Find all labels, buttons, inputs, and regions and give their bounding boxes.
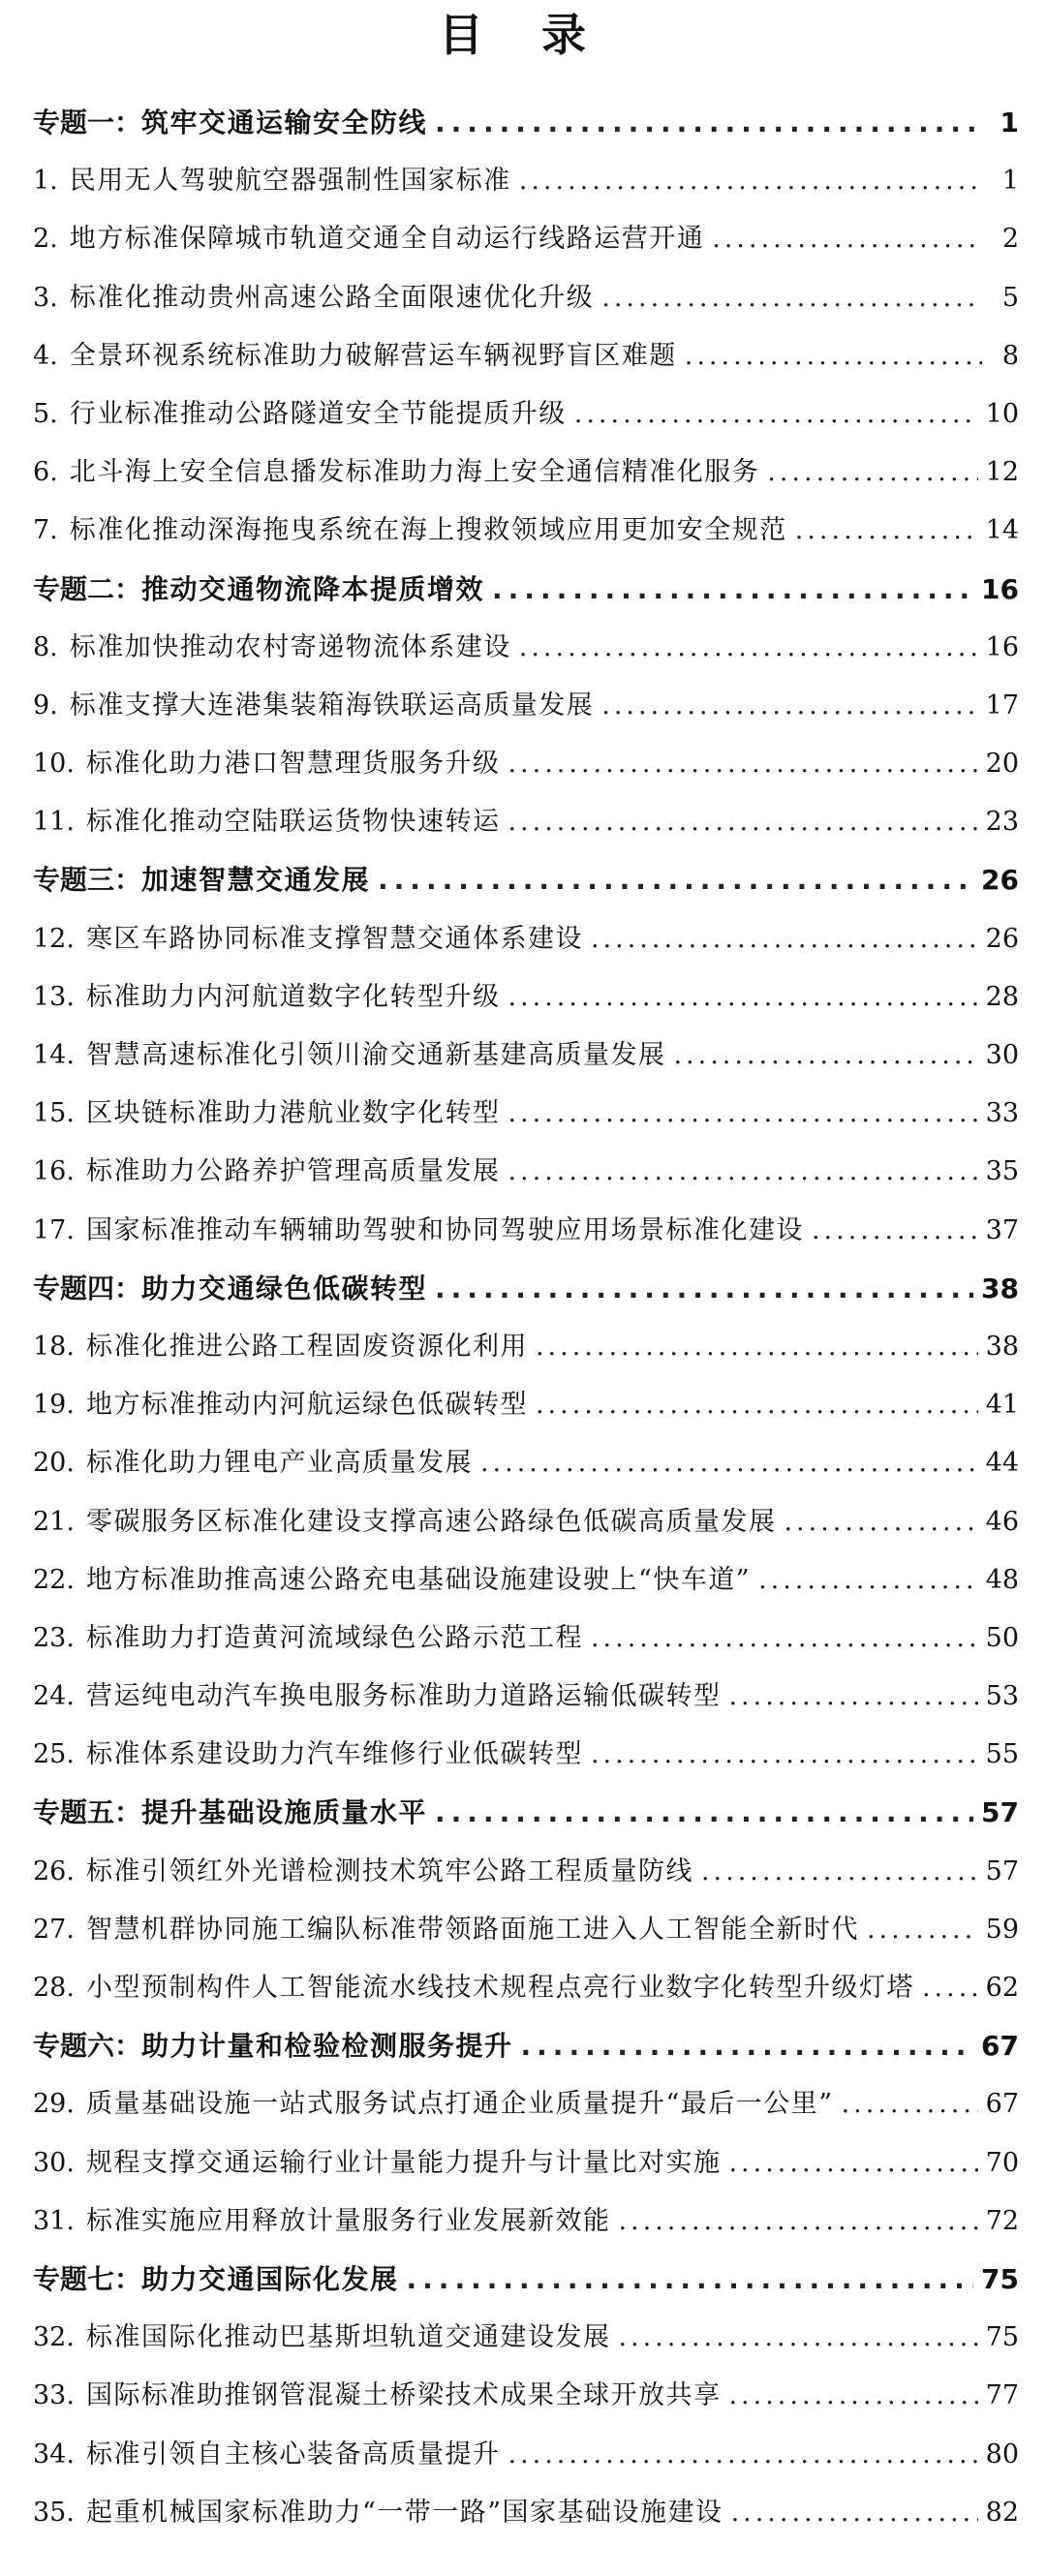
page-number: 53: [985, 1681, 1019, 1712]
entry-number: 35.: [33, 2497, 75, 2528]
toc-section-heading[interactable]: [33, 1260, 1019, 1318]
dot-leader: [601, 269, 982, 327]
dot-leader: [521, 2017, 974, 2075]
entry-title: 智慧高速标准化引领川渝交通新基建高质量发展: [85, 1040, 666, 1070]
dot-leader: [758, 1551, 978, 1610]
entry-number: 28.: [33, 1973, 75, 2003]
dot-leader: [712, 210, 982, 268]
page-number: 20: [985, 749, 1019, 780]
entry-title: 标准助力公路养护管理高质量发展: [85, 1156, 501, 1187]
toc-entry[interactable]: [33, 502, 1019, 560]
entry-title: 起重机械国家标准助力“一带一路”国家基础设施建设: [85, 2497, 723, 2528]
dot-leader: [519, 619, 978, 677]
dot-leader: [601, 677, 977, 735]
entry-number: 9.: [33, 690, 58, 721]
page-number: 2: [1001, 224, 1019, 255]
entry-title: 北斗海上安全信息播发标准助力海上安全通信精准化服务: [69, 457, 760, 488]
entry-title: 标准化推动深海拖曳系统在海上搜救领域应用更加安全规范: [69, 515, 787, 546]
dot-leader: [508, 1085, 977, 1143]
page-number: 8: [1001, 340, 1019, 371]
dot-leader: [812, 1202, 978, 1260]
page-number: 1: [1000, 107, 1019, 138]
page-number: 26: [985, 923, 1019, 954]
dot-leader: [784, 1493, 977, 1551]
dot-leader: [536, 1376, 978, 1434]
dot-leader: [767, 444, 977, 502]
entry-number: 19.: [33, 1390, 75, 1421]
entry-title: 标准化助力锂电产业高质量发展: [85, 1448, 473, 1479]
dot-leader: [728, 2367, 977, 2425]
toc-entry[interactable]: [33, 1143, 1019, 1201]
section-title: 助力计量和检验检测服务提升: [141, 2030, 513, 2063]
dot-leader: [407, 2251, 974, 2309]
dot-leader: [673, 1027, 977, 1085]
toc-entry[interactable]: [33, 210, 1019, 268]
entry-number: 18.: [33, 1331, 75, 1362]
entry-title: 智慧机群协同施工编队标准带领路面施工进入人工智能全新时代: [85, 1914, 859, 1945]
dot-leader: [922, 1959, 978, 2017]
page-number: 38: [985, 1331, 1019, 1362]
dot-leader: [728, 2134, 977, 2193]
entry-number: 6.: [33, 457, 58, 488]
entry-title: 零碳服务区标准化建设支撑高速公路绿色低碳高质量发展: [85, 1506, 777, 1537]
section-title: 提升基础设施质量水平: [141, 1796, 428, 1829]
entry-number: 3.: [33, 282, 58, 313]
toc-entry[interactable]: [33, 2075, 1019, 2133]
page-number: 26: [981, 864, 1019, 897]
dot-leader: [574, 385, 978, 444]
toc-entry[interactable]: [33, 1610, 1019, 1668]
entry-title: 地方标准助推高速公路充电基础设施建设驶上“快车道”: [85, 1564, 752, 1595]
page-number: 14: [985, 515, 1019, 546]
section-title: 助力交通国际化发展: [141, 2262, 399, 2295]
section-label: 专题一：: [33, 107, 142, 138]
entry-number: 26.: [33, 1855, 75, 1886]
toc-entry[interactable]: [33, 2426, 1019, 2484]
page-number: 55: [985, 1739, 1019, 1770]
toc-list: [33, 94, 1019, 2542]
toc-entry[interactable]: [33, 1376, 1019, 1434]
toc-entry[interactable]: [33, 793, 1019, 851]
toc-entry[interactable]: [33, 677, 1019, 735]
section-title: 筑牢交通运输安全防线: [141, 107, 428, 138]
dot-leader: [435, 1784, 973, 1842]
section-label: 专题三：: [33, 864, 142, 897]
page-number: 72: [985, 2205, 1019, 2236]
entry-title: 标准加快推动农村寄递物流体系建设: [69, 631, 511, 662]
entry-number: 17.: [33, 1214, 75, 1245]
page-number: 10: [985, 398, 1019, 429]
page-number: 70: [985, 2147, 1019, 2178]
dot-leader: [731, 2484, 978, 2542]
entry-title: 地方标准推动内河航运绿色低碳转型: [85, 1390, 528, 1421]
entry-number: 7.: [33, 515, 58, 546]
entry-title: 标准助力打造黄河流域绿色公路示范工程: [85, 1622, 583, 1653]
entry-title: 全景环视系统标准助力破解营运车辆视野盲区难题: [69, 340, 677, 371]
entry-title: 标准实施应用释放计量服务行业发展新效能: [85, 2205, 611, 2236]
entry-number: 21.: [33, 1506, 75, 1537]
page-number: 28: [985, 981, 1019, 1012]
toc-entry[interactable]: [33, 1843, 1019, 1901]
toc-entry[interactable]: [33, 2193, 1019, 2251]
section-label: 专题五：: [33, 1796, 142, 1829]
entry-number: 25.: [33, 1739, 75, 1770]
entry-number: 27.: [33, 1914, 75, 1945]
entry-number: 30.: [33, 2147, 75, 2178]
toc-section-heading[interactable]: [33, 851, 1019, 909]
entry-number: 20.: [33, 1448, 75, 1479]
section-label: 专题七：: [33, 2262, 142, 2295]
entry-title: 标准助力内河航道数字化转型升级: [85, 981, 501, 1012]
dot-leader: [435, 1260, 973, 1318]
entry-number: 14.: [33, 1040, 75, 1070]
toc-entry[interactable]: [33, 619, 1019, 677]
entry-number: 8.: [33, 631, 58, 662]
page-number: 16: [981, 572, 1019, 605]
page-number: 38: [981, 1272, 1019, 1304]
toc-section-heading[interactable]: [33, 561, 1019, 619]
toc-entry[interactable]: [33, 1668, 1019, 1726]
entry-title: 标准体系建设助力汽车维修行业低碳转型: [85, 1739, 583, 1770]
dot-leader: [842, 2075, 978, 2133]
page-number: 75: [985, 2322, 1019, 2353]
entry-number: 24.: [33, 1681, 75, 1712]
section-label: 专题四：: [33, 1272, 142, 1304]
entry-title: 标准支撑大连港集装箱海铁联运高质量发展: [69, 690, 595, 721]
page-number: 67: [985, 2089, 1019, 2120]
page-number: 1: [1001, 166, 1019, 197]
page-number: 59: [985, 1914, 1019, 1945]
page-number: 57: [981, 1796, 1019, 1829]
entry-number: 31.: [33, 2205, 75, 2236]
dot-leader: [867, 1901, 978, 1959]
page-number: 80: [985, 2438, 1019, 2469]
toc-section-heading[interactable]: [33, 1784, 1019, 1842]
entry-number: 23.: [33, 1622, 75, 1653]
toc-entry[interactable]: [33, 1726, 1019, 1784]
section-label: 专题六：: [33, 2030, 142, 2063]
dot-leader: [618, 2193, 977, 2251]
dot-leader: [591, 1610, 978, 1668]
dot-leader: [701, 1843, 978, 1901]
entry-number: 15.: [33, 1098, 75, 1129]
entry-number: 33.: [33, 2380, 75, 2411]
entry-number: 10.: [33, 749, 75, 780]
toc-entry[interactable]: [33, 968, 1019, 1027]
dot-leader: [591, 1726, 978, 1784]
page-number: 17: [985, 690, 1019, 721]
toc-entry[interactable]: [33, 1901, 1019, 1959]
toc-entry[interactable]: [33, 2134, 1019, 2193]
toc-entry[interactable]: [33, 152, 1019, 210]
dot-leader: [508, 2426, 977, 2484]
entry-title: 标准化助力港口智慧理货服务升级: [85, 749, 501, 780]
entry-title: 标准国际化推动巴基斯坦轨道交通建设发展: [85, 2322, 611, 2353]
toc-entry[interactable]: [33, 1318, 1019, 1376]
page-number: 50: [985, 1622, 1019, 1653]
page-number: 5: [1001, 282, 1019, 313]
entry-title: 区块链标准助力港航业数字化转型: [85, 1098, 501, 1129]
section-title: 推动交通物流降本提质增效: [141, 572, 485, 605]
dot-leader: [435, 94, 982, 152]
toc-entry[interactable]: [33, 2367, 1019, 2425]
dot-leader: [480, 1434, 978, 1492]
toc-entry[interactable]: [33, 1027, 1019, 1085]
dot-leader: [508, 968, 977, 1027]
toc-section-heading[interactable]: [33, 2251, 1019, 2309]
toc-entry[interactable]: [33, 1434, 1019, 1492]
dot-leader: [685, 327, 982, 385]
page-number: 67: [981, 2030, 1019, 2063]
page-number: 37: [985, 1214, 1019, 1245]
toc-entry[interactable]: [33, 444, 1019, 502]
entry-number: 2.: [33, 224, 58, 255]
page-number: 33: [985, 1098, 1019, 1129]
dot-leader: [519, 152, 982, 210]
toc-entry[interactable]: [33, 327, 1019, 385]
entry-number: 4.: [33, 340, 58, 371]
page-number: 30: [985, 1040, 1019, 1070]
page-number: 12: [985, 457, 1019, 488]
page-number: 75: [981, 2262, 1019, 2295]
toc-section-heading[interactable]: [33, 94, 1019, 152]
page-number: 77: [985, 2380, 1019, 2411]
entry-title: 标准化推动贵州高速公路全面限速优化升级: [69, 282, 595, 313]
entry-title: 质量基础设施一站式服务试点打通企业质量提升“最后一公里”: [85, 2089, 834, 2120]
dot-leader: [618, 2309, 977, 2367]
entry-title: 标准引领红外光谱检测技术筑牢公路工程质量防线: [85, 1855, 693, 1886]
entry-title: 国家标准推动车辆辅助驾驶和协同驾驶应用场景标准化建设: [85, 1214, 804, 1245]
dot-leader: [591, 910, 978, 968]
page-number: 82: [985, 2497, 1019, 2528]
section-title: 助力交通绿色低碳转型: [141, 1272, 428, 1304]
entry-number: 32.: [33, 2322, 75, 2353]
entry-title: 标准化推进公路工程固废资源化利用: [85, 1331, 528, 1362]
entry-number: 22.: [33, 1564, 75, 1595]
entry-title: 规程支撑交通运输行业计量能力提升与计量比对实施: [85, 2147, 722, 2178]
page-number: 16: [985, 631, 1019, 662]
entry-title: 地方标准保障城市轨道交通全自动运行线路运营开通: [69, 224, 705, 255]
dot-leader: [508, 793, 977, 851]
toc-entry[interactable]: [33, 1085, 1019, 1143]
page-number: 44: [985, 1448, 1019, 1479]
dot-leader: [508, 1143, 977, 1201]
entry-number: 1.: [33, 166, 58, 197]
entry-title: 寒区车路协同标准支撑智慧交通体系建设: [85, 923, 583, 954]
entry-number: 16.: [33, 1156, 75, 1187]
page-title: 目 录: [438, 9, 607, 61]
entry-title: 标准化推动空陆联运货物快速转运: [85, 807, 501, 838]
toc-entry[interactable]: [33, 1551, 1019, 1610]
toc-entry[interactable]: [33, 1202, 1019, 1260]
toc-section-heading[interactable]: [33, 2017, 1019, 2075]
dot-leader: [378, 851, 973, 909]
entry-number: 5.: [33, 398, 58, 429]
toc-entry[interactable]: [33, 1959, 1019, 2017]
toc-entry[interactable]: [33, 1493, 1019, 1551]
entry-number: 13.: [33, 981, 75, 1012]
entry-number: 11.: [33, 807, 75, 838]
page-number: 62: [985, 1973, 1019, 2003]
page-number: 23: [985, 807, 1019, 838]
page-number: 57: [985, 1855, 1019, 1886]
page-number: 41: [985, 1390, 1019, 1421]
dot-leader: [795, 502, 978, 560]
entry-title: 行业标准推动公路隧道安全节能提质升级: [69, 398, 567, 429]
entry-title: 国际标准助推钢管混凝土桥梁技术成果全球开放共享: [85, 2380, 722, 2411]
toc-entry[interactable]: [33, 910, 1019, 968]
toc-entry[interactable]: [33, 385, 1019, 444]
toc-entry[interactable]: [33, 269, 1019, 327]
toc-entry[interactable]: [33, 2309, 1019, 2367]
entry-title: 民用无人驾驶航空器强制性国家标准: [69, 166, 511, 197]
section-title: 加速智慧交通发展: [141, 864, 371, 897]
dot-leader: [728, 1668, 977, 1726]
entry-title: 小型预制构件人工智能流水线技术规程点亮行业数字化转型升级灯塔: [85, 1973, 914, 2003]
entry-title: 标准引领自主核心装备高质量提升: [85, 2438, 501, 2469]
page-number: 35: [985, 1156, 1019, 1187]
entry-title: 营运纯电动汽车换电服务标准助力道路运输低碳转型: [85, 1681, 722, 1712]
page-number: 48: [985, 1564, 1019, 1595]
toc-entry[interactable]: [33, 2484, 1019, 2542]
entry-number: 12.: [33, 923, 75, 954]
section-label: 专题二：: [33, 572, 142, 605]
toc-entry[interactable]: [33, 735, 1019, 793]
page-number: 46: [985, 1506, 1019, 1537]
dot-leader: [492, 561, 973, 619]
entry-number: 29.: [33, 2089, 75, 2120]
dot-leader: [508, 735, 977, 793]
dot-leader: [536, 1318, 978, 1376]
entry-number: 34.: [33, 2438, 75, 2469]
